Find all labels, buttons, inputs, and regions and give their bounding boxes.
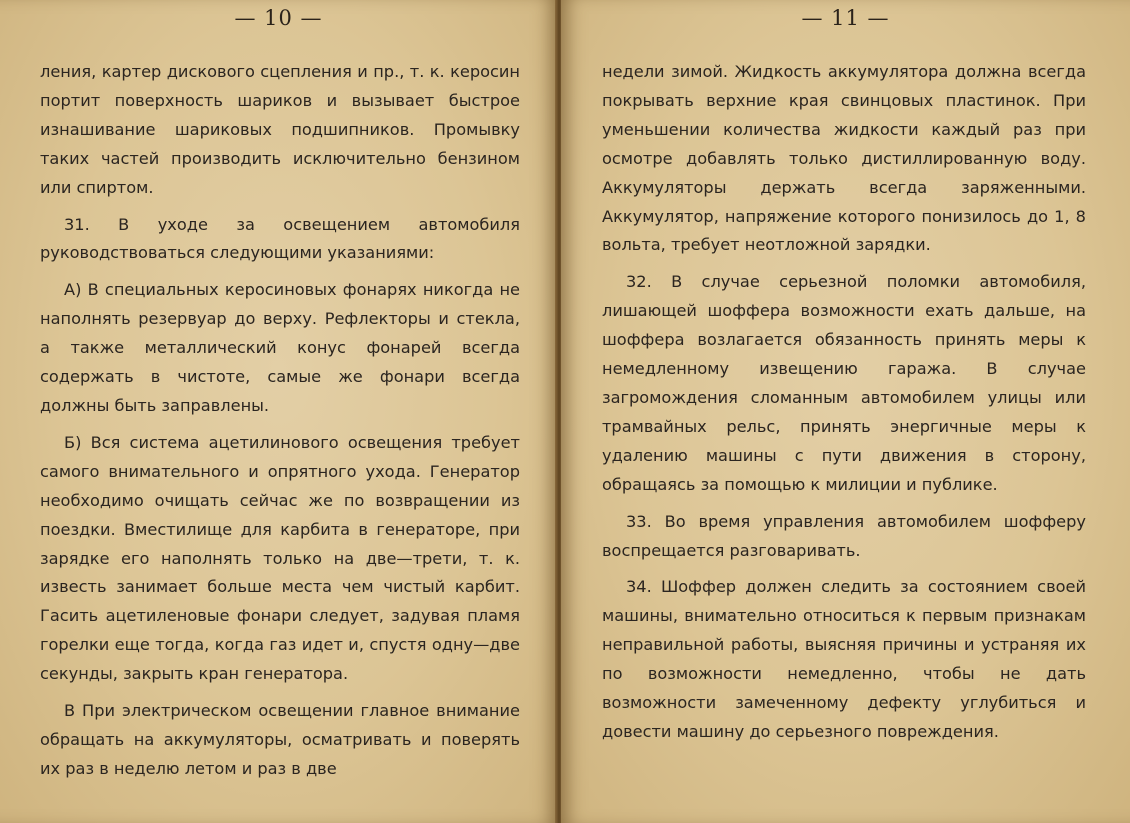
paragraph: 32. В случае серьезной поломки автомобиля, лишающей шоффера возможности ехать дальше, на шоффера возлагается обязанность принять меры к немедленному извещению гаража. В случае загромождения сломанным автомобилем улицы или трамвайных рельс, принять энергичные меры к удалению машины с пути движения в сторону, обращаясь за помощью к милиции и публике.	[602, 272, 1086, 494]
paragraph: 31. В уходе за освещением автомобиля руководствоваться следующими указаниями:	[40, 214, 520, 263]
paragraph: недели зимой. Жидкость аккумулятора должна всегда покрывать верхние края свинцовых пластинок. При уменьшении количества жидкости каждый раз при осмотре добавлять только дистиллированную воду. Аккумуляторы держать всегда заряженными. Аккумулятор, напряжение которого понизилось до 1, 8 вольта, требует неотложной зарядки.	[602, 62, 1086, 255]
paragraph: А) В специальных керосиновых фонарях никогда не наполнять резервуар до верху. Рефлекторы и стекла, а также металлический конус фонарей всегда содержать в чистоте, самые же фонари всегда должны быть заправлены.	[40, 280, 520, 415]
paragraph: Б) Вся система ацетилинового освещения требует самого внимательного и опрятного ухода. Генератор необходимо очищать сейчас же по возвращении из поездки. Вместилище для карбита в генераторе, при зарядке его наполнять только на две—трети, т. к. известь занимает больше места чем чистый карбит. Гасить ацетиленовые фонари следует, задувая пламя горелки еще тогда, когда газ идет и, спустя одну—две секунды, закрыть кран генератора.	[40, 432, 520, 684]
page-number: — 10 —	[234, 6, 323, 30]
paragraph: ления, картер дискового сцепления и пр., т. к. керосин портит поверхность шариков и вызывает быстрое изнашивание шариковых подшипников. Промывку таких частей производить исключительно бензином или спиртом.	[40, 62, 520, 197]
right-page	[561, 0, 1130, 823]
left-page	[0, 0, 557, 823]
page-number: — 11 —	[801, 6, 890, 30]
paragraph: В При электрическом освещении главное внимание обращать на аккумуляторы, осматривать и поверять их раз в неделю летом и раз в две	[40, 701, 520, 778]
paragraph: 33. Во время управления автомобилем шофферу воспрещается разговаривать.	[602, 511, 1086, 560]
paragraph: 34. Шоффер должен следить за состоянием своей машины, внимательно относиться к первым признакам неправильной работы, выясняя причины и устраняя их по возможности немедленно, чтобы не дать возможности замеченному дефекту углубиться и довести машину до серьезного повреждения.	[602, 577, 1086, 741]
page-text	[602, 58, 1086, 747]
page-text	[40, 58, 520, 784]
